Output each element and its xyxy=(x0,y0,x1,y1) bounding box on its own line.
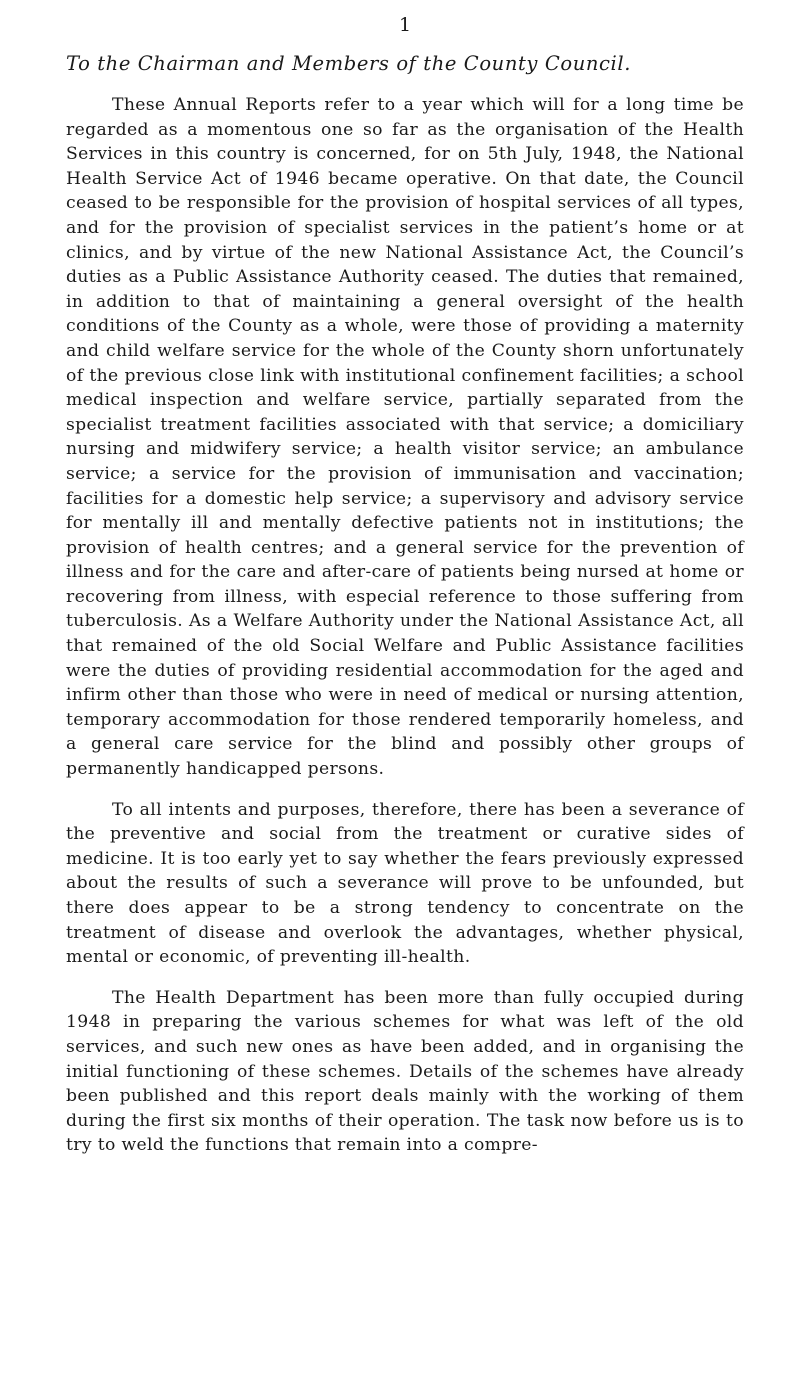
page-number: 1 xyxy=(398,14,412,36)
salutation-heading: To the Chairman and Members of the County Council. xyxy=(66,52,632,75)
body-text xyxy=(66,93,744,1174)
paragraph-2: To all intents and purposes, therefore, there has been a severance of the preventive and social from the treatment or curative sides of medicine. It is too early yet to say whether the fears previously expressed about the results of such a severance will prove to be unfounded, but there does appear to be a strong tendency to concentrate on the treatment of disease and overlook the advantages, whether physical, mental or economic, of preventing ill-health. xyxy=(66,799,744,968)
paragraph-1: These Annual Reports refer to a year which will for a long time be regarded as a momentous one so far as the organisation of the Health Services in this country is concerned, for on 5th July, 1948, the National Health Service Act of 1946 became operative. On that date, the Council ceased to be responsible for the provision of hospital services of all types, and for the provision of specialist services in the patient’s home or at clinics, and by virtue of the new National Assistance Act, the Council’s duties as a Public Assistance Authority ceased. The duties that remained, in addition to that of maintaining a general oversight of the health conditions of the County as a whole, were those of providing a maternity and child welfare service for the whole of the County shorn unfortunately of the previous close link with institutional confinement facilities; a school medical inspection and welfare service, partially separated from the specialist treatment facilities associated with that service; a domiciliary nursing and midwifery service; a health visitor service; an ambulance service; a service for the provision of immunisation and vaccination; facilities for a domestic help service; a supervisory and advisory service for mentally ill and mentally defective patients not in institutions; the provision of health centres; and a general service for the prevention of illness and for the care and after-care of patients being nursed at home or recovering from illness, with especial reference to those suffering from tuberculosis. As a Welfare Authority under the National Assistance Act, all that remained of the old Social Welfare and Public Assistance facilities were the duties of providing residential accommodation for the aged and infirm other than those who were in need of medical or nursing attention, temporary accommodation for those rendered temporarily homeless, and a general care service for the blind and possibly other groups of permanently handicapped persons. xyxy=(66,95,744,780)
paragraph-3: The Health Department has been more than fully occupied during 1948 in preparing the various schemes for what was left of the old services, and such new ones as have been added, and in organising the initial functioning of these schemes. Details of the schemes have already been published and this report deals mainly with the working of them during the first six months of their operation. The task now before us is to try to weld the functions that remain into a compre- xyxy=(66,987,744,1156)
